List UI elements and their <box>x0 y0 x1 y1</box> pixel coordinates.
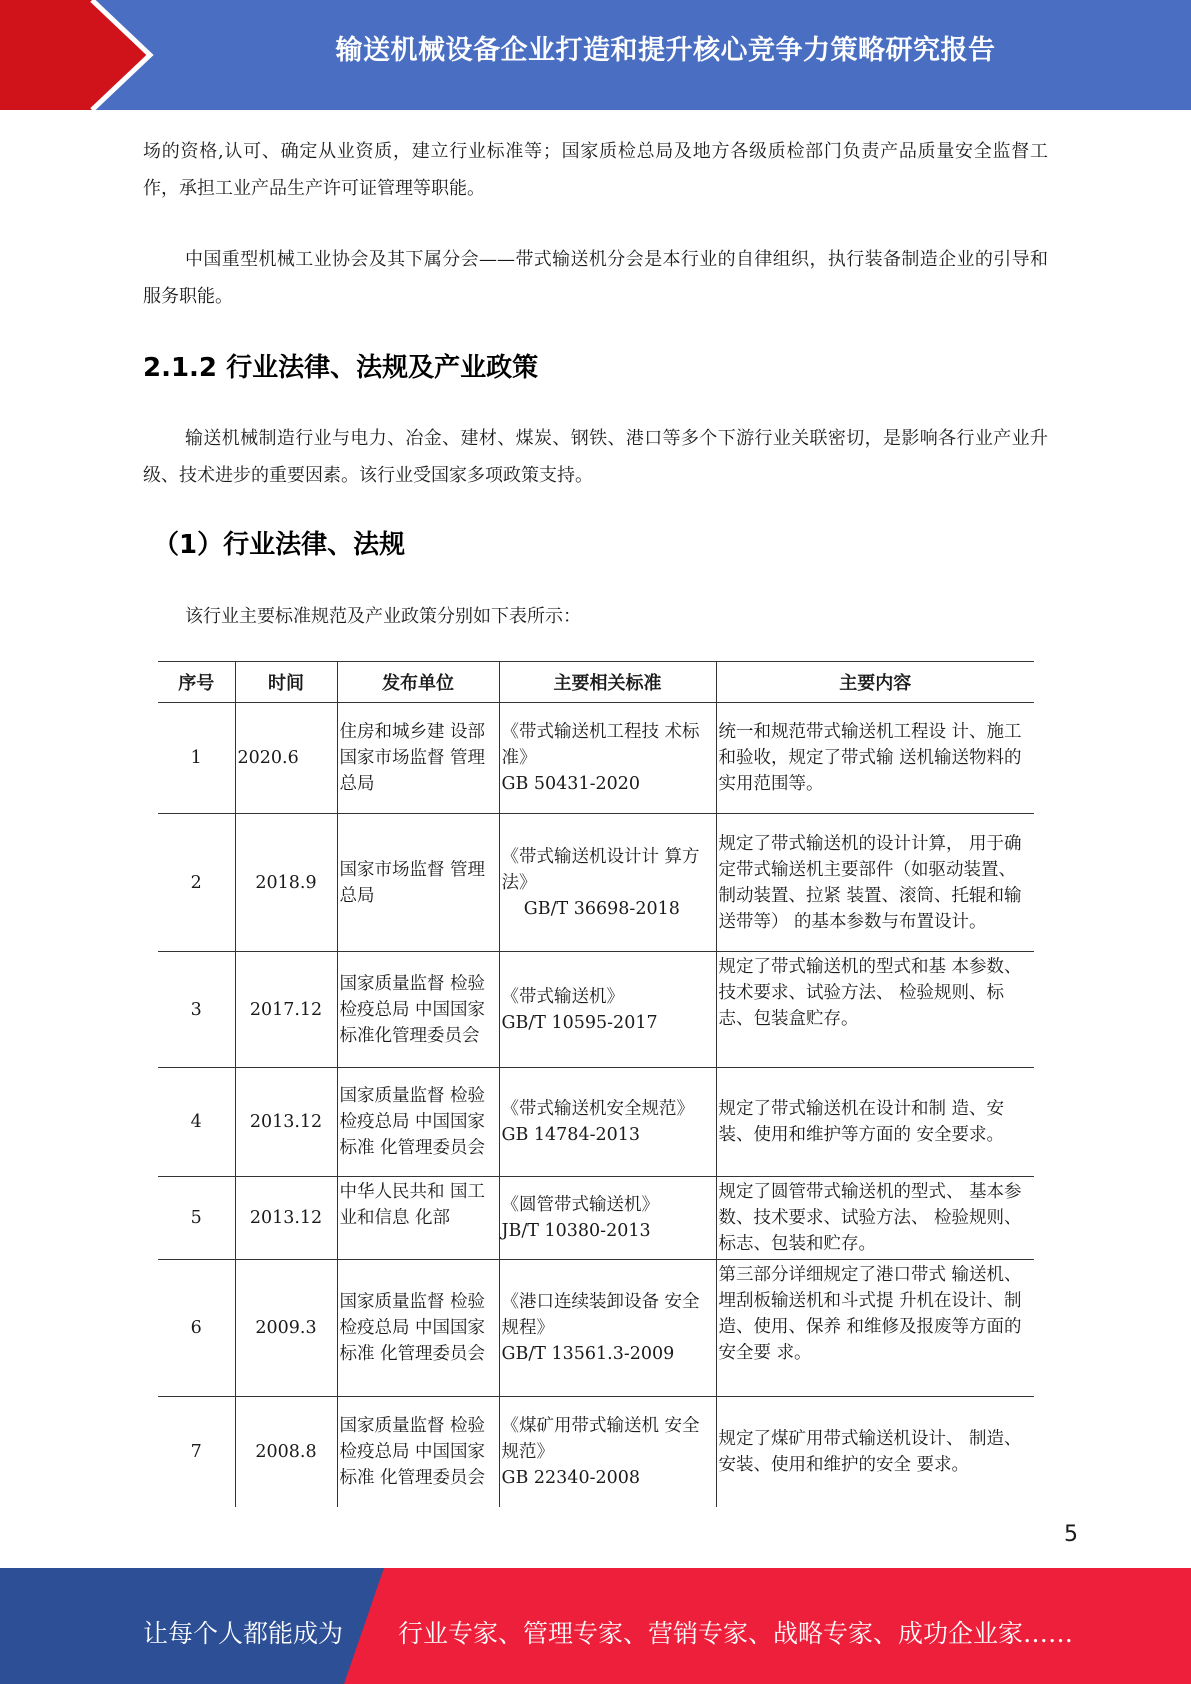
page-number: 5 <box>1064 1522 1078 1547</box>
cell-no: 7 <box>190 1441 202 1462</box>
cell-no: 5 <box>158 1177 235 1260</box>
cell-content: 规定了带式输送机的设计计算， 用于确定带式输送机主要部件（如驱动装置、制动装置、拉紧 装置、滚筒、托辊和输送带等） 的基本参数与布置设计。 <box>716 814 1034 952</box>
table-row <box>158 1260 1034 1397</box>
cell-no: 4 <box>158 1068 235 1177</box>
paragraph-table-intro: 该行业主要标准规范及产业政策分别如下表所示： <box>185 606 581 627</box>
cell-no: 1 <box>158 703 235 814</box>
standards-table <box>158 661 1034 1507</box>
cell-no: 3 <box>158 952 235 1068</box>
header-standard: 主要相关标准 <box>499 662 716 703</box>
report-title: 输送机械设备企业打造和提升核心竞争力策略研究报告 <box>335 35 996 66</box>
cell-content: 规定了圆管带式输送机的型式、 基本参数、技术要求、试验方法、 检验规则、标志、包装和贮存。 <box>716 1177 1034 1260</box>
cell-issuer: 国家质量监督 检验检疫总局 中国国家标准 化管理委员会 <box>337 1260 499 1397</box>
cell-content: 规定了煤矿用带式输送机设计、 制造、安装、使用和维护的安全 要求。 <box>716 1397 1034 1507</box>
cell-standard: 《圆管带式输送机》 JB/T 10380-2013 <box>499 1177 716 1260</box>
cell-standard: 《煤矿用带式输送机 安全规范》 GB 22340-2008 <box>499 1397 716 1507</box>
cell-standard: 《港口连续装卸设备 安全规程》 GB/T 13561.3-2009 <box>499 1260 716 1397</box>
header-date: 时间 <box>235 662 337 703</box>
table-row <box>158 1068 1034 1177</box>
header-issuer: 发布单位 <box>337 662 499 703</box>
table-row <box>158 814 1034 952</box>
cell-issuer: 住房和城乡建 设部 国家市场监督 管理总局 <box>337 703 499 814</box>
table-row <box>158 1177 1034 1260</box>
cell-date: 2020.6 <box>235 703 337 814</box>
paragraph-association: 中国重型机械工业协会及其下属分会——带式输送机分会是本行业的自律组织，执行装备制造企业的引导和服务职能。 <box>143 249 1048 307</box>
cell-no: 6 <box>158 1260 235 1397</box>
section-heading: 2.1.2 行业法律、法规及产业政策 <box>143 353 539 383</box>
cell-standard: 《带式输送机安全规范》 GB 14784-2013 <box>499 1068 716 1177</box>
cell-date: 2013.12 <box>235 1177 337 1260</box>
cell-date: 2008.8 <box>235 1397 337 1507</box>
cell-date: 2017.12 <box>235 952 337 1068</box>
header-no: 序号 <box>158 662 235 703</box>
cell-issuer: 国家市场监督 管理总局 <box>337 814 499 952</box>
table-row <box>158 952 1034 1068</box>
footer-slogan-right: 行业专家、管理专家、营销专家、战略专家、成功企业家…… <box>398 1619 1074 1648</box>
cell-issuer: 国家质量监督 检验检疫总局 中国国家标准化管理委员会 <box>337 952 499 1068</box>
cell-standard: 《带式输送机工程技 术标准》 GB 50431-2020 <box>499 703 716 814</box>
header-banner <box>0 0 1191 110</box>
cell-standard: 《带式输送机设计计 算方法》 GB/T 36698-2018 <box>499 814 716 952</box>
subsection-heading: （1）行业法律、法规 <box>153 530 406 560</box>
cell-issuer: 国家质量监督 检验检疫总局 中国国家标准 化管理委员会 <box>337 1397 499 1507</box>
cell-date: 2013.12 <box>235 1068 337 1177</box>
paragraph-regulators: 场的资格,认可、确定从业资质，建立行业标准等；国家质检总局及地方各级质检部门负责产品质量安全监督工作，承担工业产品生产许可证管理等职能。 <box>143 141 1048 199</box>
footer-slogan-left: 让每个人都能成为 <box>143 1619 344 1648</box>
table-header-row <box>158 662 1034 703</box>
cell-date: 2018.9 <box>235 814 337 952</box>
table-row <box>158 1397 1034 1507</box>
paragraph-industry: 输送机械制造行业与电力、冶金、建材、煤炭、钢铁、港口等多个下游行业关联密切，是影响各行业产业升级、技术进步的重要因素。该行业受国家多项政策支持。 <box>143 428 1048 486</box>
cell-no: 2 <box>158 814 235 952</box>
cell-content: 规定了带式输送机在设计和制 造、安装、使用和维护等方面的 安全要求。 <box>716 1068 1034 1177</box>
header-content: 主要内容 <box>716 662 1034 703</box>
cell-issuer: 国家质量监督 检验检疫总局 中国国家标准 化管理委员会 <box>337 1068 499 1177</box>
cell-content: 规定了带式输送机的型式和基 本参数、技术要求、试验方法、 检验规则、标志、包装盒贮存。 <box>716 952 1034 1068</box>
cell-date: 2009.3 <box>235 1260 337 1397</box>
cell-issuer: 中华人民共和 国工业和信息 化部 <box>337 1177 499 1260</box>
cell-content: 统一和规范带式输送机工程设 计、施工和验收，规定了带式输 送机输送物料的实用范围等。 <box>716 703 1034 814</box>
table-row <box>158 703 1034 814</box>
cell-content: 第三部分详细规定了港口带式 输送机、埋刮板输送机和斗式提 升机在设计、制造、使用、保养 和维修及报废等方面的安全要 求。 <box>716 1260 1034 1397</box>
footer-banner <box>0 1568 1191 1684</box>
cell-standard: 《带式输送机》 GB/T 10595-2017 <box>499 952 716 1068</box>
